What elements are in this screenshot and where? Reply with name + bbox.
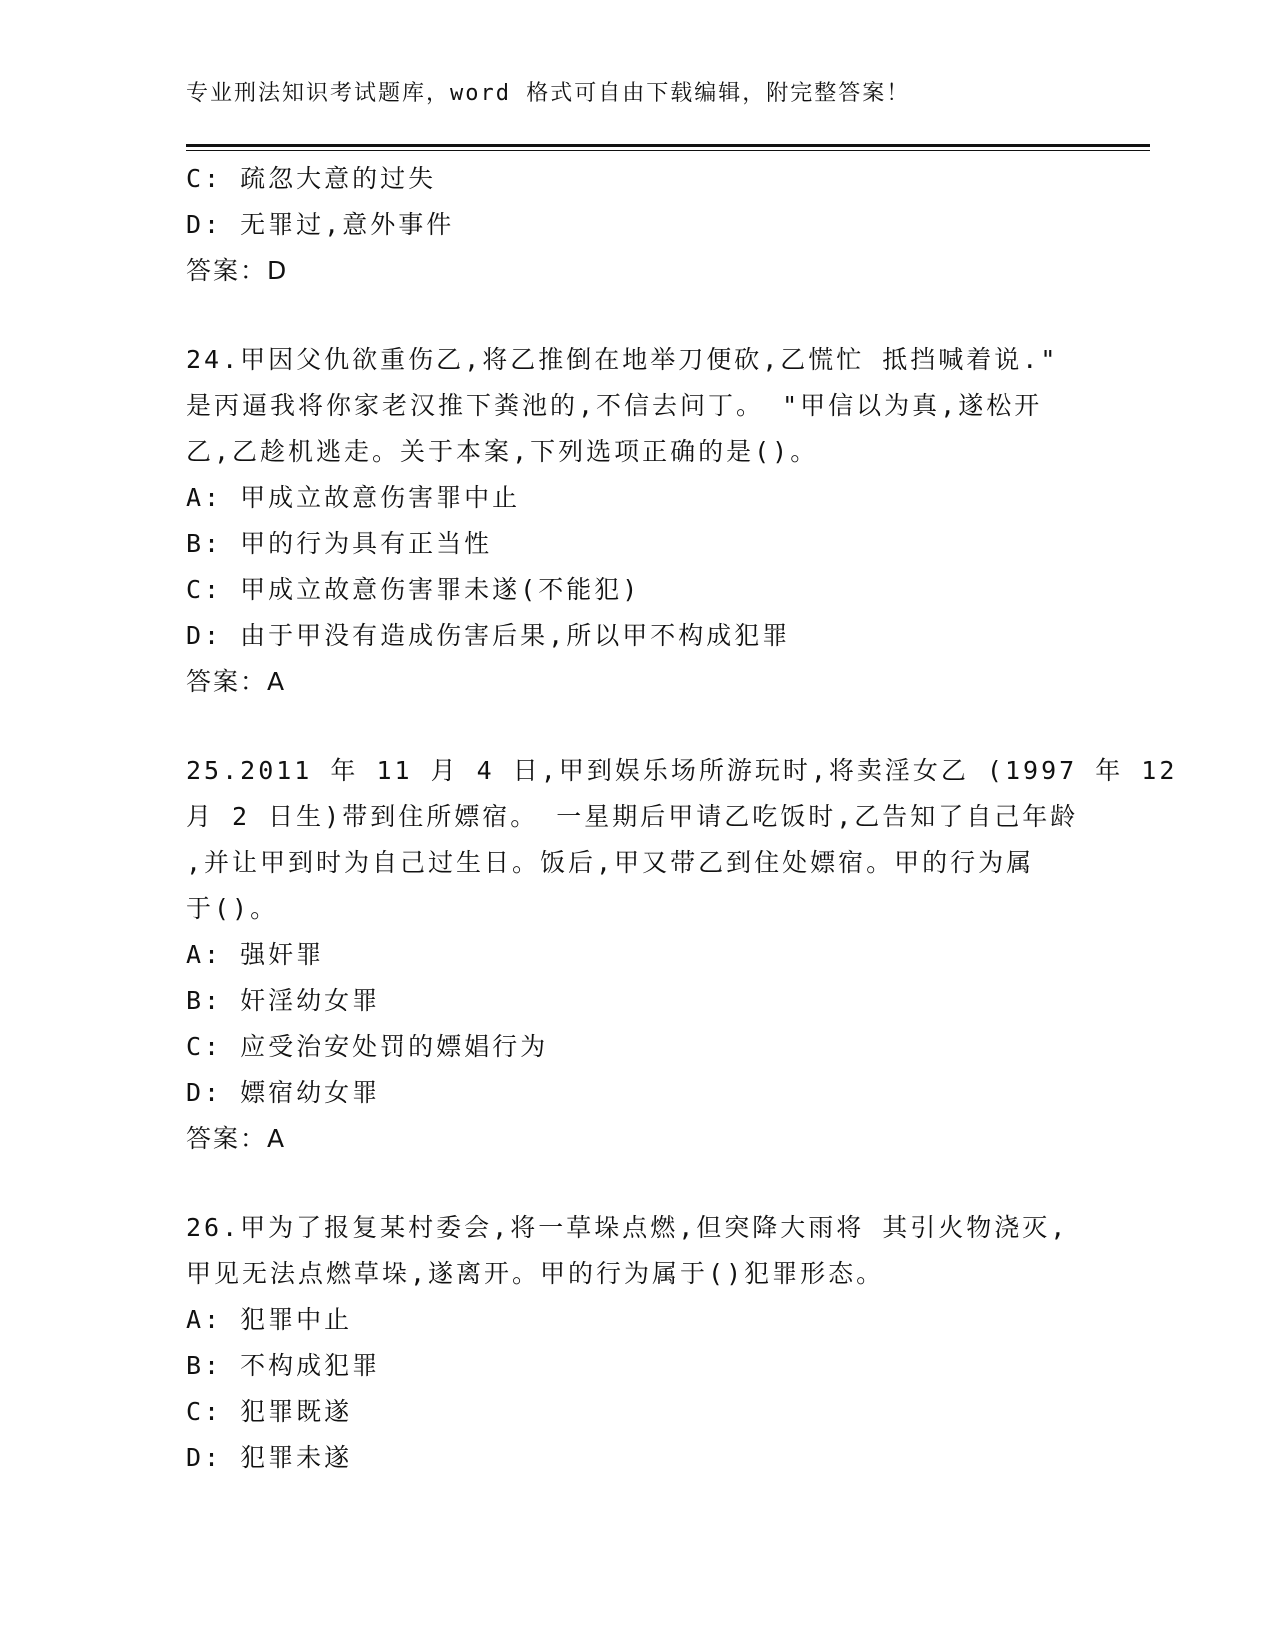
option-a: A: 强奸罪 (186, 940, 325, 969)
document-body (186, 156, 1178, 1481)
option-c: C: 应受治安处罚的嫖娼行为 (186, 1032, 549, 1061)
question-text-line: 甲见无法点燃草垛,遂离开。甲的行为属于()犯罪形态。 (186, 1259, 885, 1288)
question-text-line: 是丙逼我将你家老汉推下粪池的,不信去问丁。 "甲信以为真,遂松开 (186, 391, 1043, 420)
option-c: C: 犯罪既遂 (186, 1397, 353, 1426)
previous-question-tail (186, 156, 1086, 294)
option-b: B: 奸淫幼女罪 (186, 986, 381, 1015)
spacer (186, 1162, 1086, 1205)
answer: 答案：A (186, 667, 287, 696)
spacer (186, 294, 1086, 337)
answer: 答案：A (186, 1124, 287, 1153)
question-26 (186, 1205, 1086, 1481)
question-text-line: ,并让甲到时为自己过生日。饭后,甲又带乙到住处嫖宿。甲的行为属 (186, 848, 1035, 877)
option-d: D: 嫖宿幼女罪 (186, 1078, 381, 1107)
spacer (186, 705, 1086, 748)
question-text-line: 月 2 日生)带到住所嫖宿。 一星期后甲请乙吃饭时,乙告知了自己年龄 (186, 802, 1079, 831)
question-text-line: 24.甲因父仇欲重伤乙,将乙推倒在地举刀便砍,乙慌忙 抵挡喊着说." (186, 345, 1059, 374)
option-d: D: 犯罪未遂 (186, 1443, 353, 1472)
option-b: B: 不构成犯罪 (186, 1351, 381, 1380)
option-b: B: 甲的行为具有正当性 (186, 529, 493, 558)
answer: 答案：D (186, 256, 289, 285)
option-c: C: 疏忽大意的过失 (186, 164, 437, 193)
header-rule-thick (186, 144, 1150, 147)
option-c: C: 甲成立故意伤害罪未遂(不能犯) (186, 575, 641, 604)
option-a: A: 甲成立故意伤害罪中止 (186, 483, 521, 512)
option-d: D: 由于甲没有造成伤害后果,所以甲不构成犯罪 (186, 621, 791, 650)
header-rule-thin (186, 150, 1150, 151)
page-header: 专业刑法知识考试题库，word 格式可自由下载编辑，附完整答案！ (186, 81, 911, 106)
option-d: D: 无罪过,意外事件 (186, 210, 455, 239)
question-text-line: 乙,乙趁机逃走。关于本案,下列选项正确的是()。 (186, 437, 819, 466)
question-text-line: 于()。 (186, 894, 279, 923)
question-text-line: 25.2011 年 11 月 4 日,甲到娱乐场所游玩时,将卖淫女乙 (1997 年 12 (186, 756, 1178, 785)
option-a: A: 犯罪中止 (186, 1305, 353, 1334)
question-25 (186, 748, 1178, 1162)
question-24 (186, 337, 1086, 705)
question-text-line: 26.甲为了报复某村委会,将一草垛点燃,但突降大雨将 其引火物浇灭, (186, 1213, 1069, 1242)
